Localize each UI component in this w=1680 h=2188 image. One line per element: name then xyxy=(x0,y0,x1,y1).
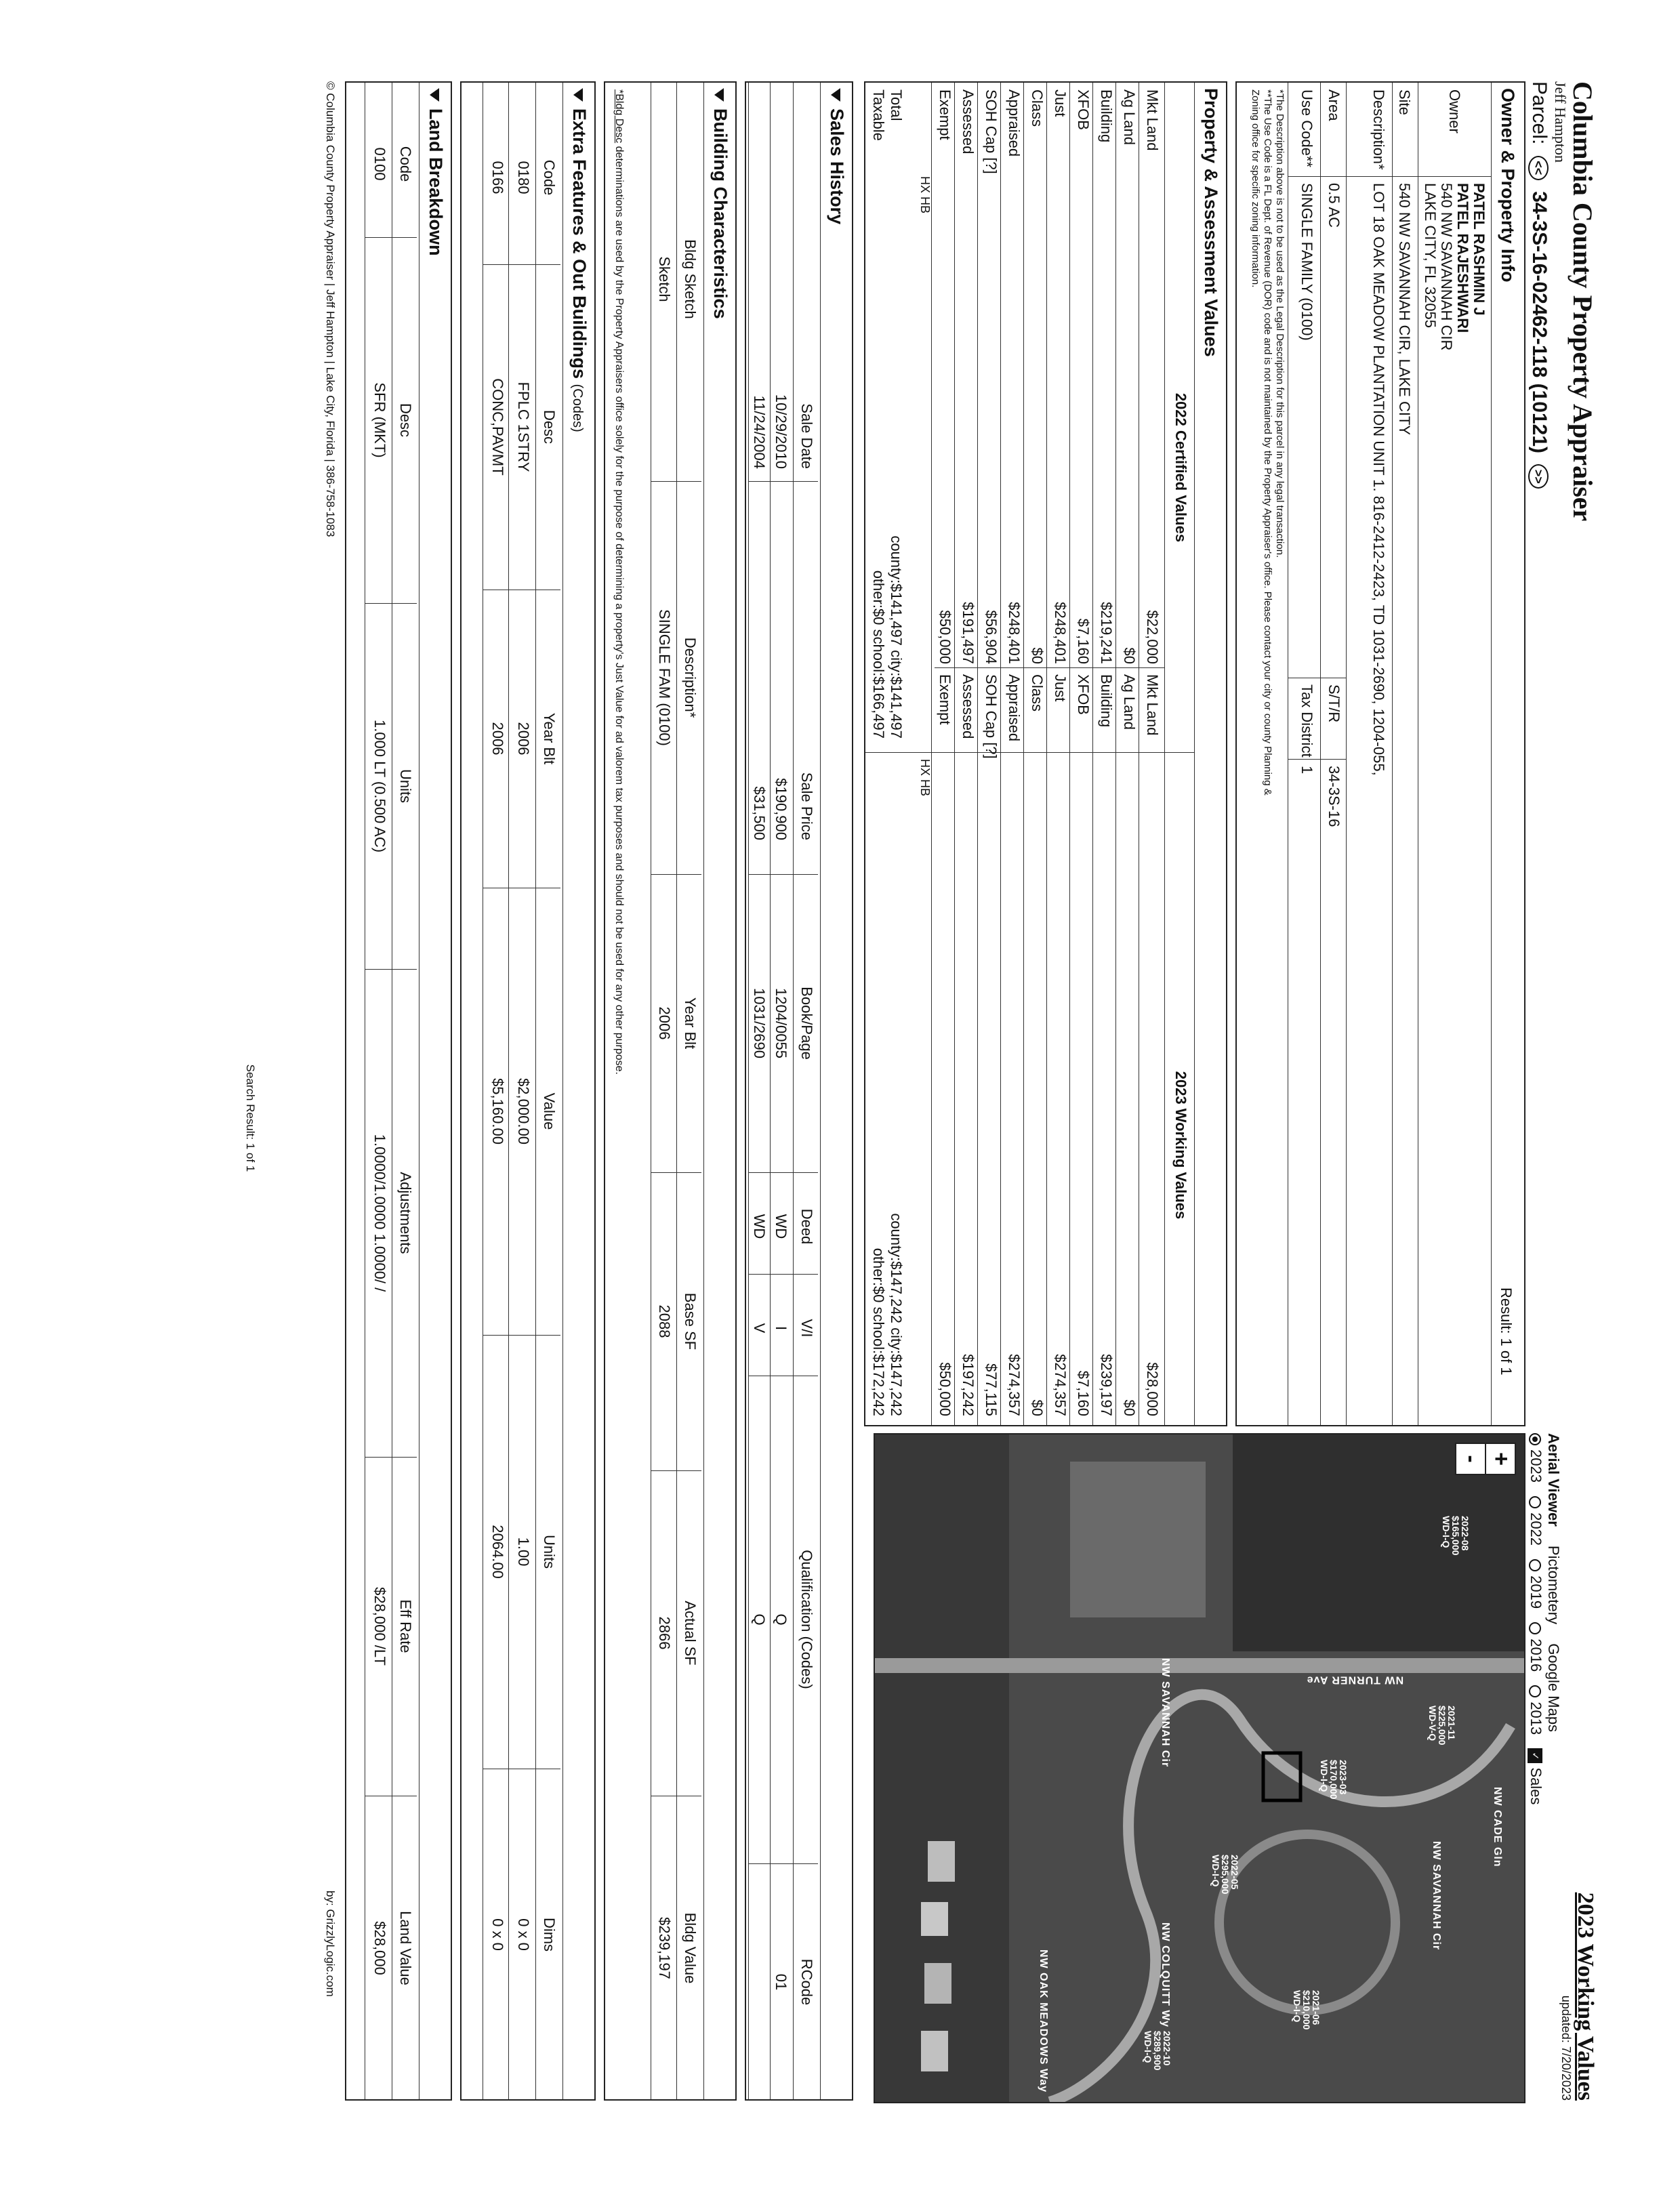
next-parcel-button[interactable]: >> xyxy=(1528,464,1549,489)
sales-cell: $31,500 xyxy=(751,786,768,840)
building-heading: Building Characteristics xyxy=(710,88,731,319)
assessment-row-label-2023: XFOB xyxy=(1075,674,1092,715)
assessment-row-label: Just xyxy=(1052,89,1069,117)
checkbox-checked-icon: ✓ xyxy=(1528,1748,1542,1763)
description-value: LOT 18 OAK MEADOW PLANTATION UNIT 1. 816-2412-2423, TD 1031-2690, 1204-055, xyxy=(1370,183,1387,776)
assessment-2022-value: $56,904 xyxy=(983,610,1000,664)
land-header: Eff Rate xyxy=(397,1599,414,1653)
legal-note-3: Zoning office for specific zoning information. xyxy=(1250,89,1261,288)
building-cell: $239,197 xyxy=(656,1917,673,1979)
extra-cell: 0166 xyxy=(489,161,506,194)
assessment-row-label: Exempt xyxy=(937,89,954,140)
sales-label: Sales xyxy=(1528,1767,1544,1805)
sales-header: Deed xyxy=(798,1208,815,1245)
extra-cell: 1.00 xyxy=(515,1537,532,1567)
land-heading: Land Breakdown xyxy=(425,88,447,256)
taxable-label-2022: Taxable xyxy=(870,89,887,141)
assessment-2023-value: $77,115 xyxy=(983,1363,1000,1416)
page-subtitle: Jeff Hampton xyxy=(1552,81,1569,163)
year-label: 2022 xyxy=(1528,1512,1544,1546)
extra-cell: FPLC 1STRY xyxy=(515,381,532,472)
parcel-line xyxy=(1527,81,1551,494)
rotated-page xyxy=(192,68,1599,2148)
extra-header: Year Blt xyxy=(541,712,558,765)
taxable-2022: other:$0 school:$166,497 xyxy=(870,570,887,739)
street-label: NW SAVANNAH Cir xyxy=(1160,1658,1171,1768)
street-label: NW TURNER Ave xyxy=(1306,1674,1404,1686)
assessment-2022-value: $191,497 xyxy=(960,602,977,664)
building-header: Bldg Sketch xyxy=(682,239,699,319)
owner-line-2: PATEL RAJESHWARI xyxy=(1454,183,1471,333)
assessment-row-label: Building xyxy=(1098,89,1115,143)
assessment-2023-value: $7,160 xyxy=(1075,1370,1092,1416)
zoom-out-button[interactable]: - xyxy=(1455,1443,1486,1475)
sales-heading: Sales History xyxy=(826,88,848,224)
sales-cell: Q xyxy=(751,1613,768,1626)
use-code-label: Use Code** xyxy=(1298,89,1315,167)
radio-icon xyxy=(1529,1496,1541,1508)
assessment-row-label-2023: Ag Land xyxy=(1121,674,1138,730)
sales-header: V/I xyxy=(798,1319,815,1338)
aerial-year-options xyxy=(1527,1433,1544,1804)
area-label: Area xyxy=(1326,89,1343,121)
assessment-row-label-2023: SOH Cap [?] xyxy=(983,674,1000,759)
assessment-2022-value: $0 xyxy=(1121,647,1138,664)
extra-cell: 2006 xyxy=(489,722,506,756)
year-label: 2019 xyxy=(1528,1575,1544,1609)
google-maps-tab[interactable]: Google Maps xyxy=(1545,1643,1562,1733)
extra-features-heading: Extra Features & Out Buildings (Codes) xyxy=(569,88,590,432)
assessment-row-label: XFOB xyxy=(1075,89,1092,130)
radio-icon xyxy=(1529,1685,1541,1697)
assessment-2022-value: $248,401 xyxy=(1052,602,1069,664)
tax-district-value: 1 xyxy=(1298,766,1315,775)
year-label: 2013 xyxy=(1528,1701,1544,1735)
parcel-label: Parcel: xyxy=(1528,81,1551,145)
sales-toggle[interactable] xyxy=(1528,1748,1544,1804)
extra-cell: 2006 xyxy=(515,722,532,756)
working-values-title: 2023 Working Values xyxy=(1573,1892,1598,2101)
building-header: Year Blt xyxy=(682,997,699,1050)
building-cell: SINGLE FAM (0100) xyxy=(656,609,673,746)
building-note: *Bldg Desc determinations are used by the Property Appraisers office solely for the purpose of determining a property's Just Value for ad valorem tax purposes and should not be used for any other purpose. xyxy=(613,89,625,1075)
assessment-2023-value: $50,000 xyxy=(937,1362,954,1416)
extra-cell: 0 x 0 xyxy=(515,1918,532,1951)
sales-header: Sale Price xyxy=(798,772,815,840)
sales-cell: V xyxy=(751,1323,768,1334)
land-cell: 0100 xyxy=(371,147,388,181)
footer-credit[interactable]: by: GrizzlyLogic.com xyxy=(324,1891,337,1997)
land-header: Code xyxy=(397,146,414,182)
sale-tag: 2021-11 $225,000 WD-V-Q xyxy=(1427,1706,1457,1746)
land-cell: SFR (MKT) xyxy=(371,382,388,458)
col-2023-header: 2023 Working Values xyxy=(1172,1071,1189,1220)
land-header: Units xyxy=(397,768,414,804)
year-label: 2016 xyxy=(1528,1638,1544,1672)
assessment-2022-value: $50,000 xyxy=(937,610,954,664)
extra-cell: 2064.00 xyxy=(489,1525,506,1579)
sales-header: RCode xyxy=(798,1958,815,2006)
street-label: NW SAVANNAH Cir xyxy=(1431,1841,1442,1951)
str-value: 34-3S-16 xyxy=(1326,766,1343,827)
parcel-id: 34-3S-16-02462-118 (10121) xyxy=(1528,191,1551,454)
year-2023-option[interactable] xyxy=(1528,1433,1544,1483)
assessment-row-label-2023: Assessed xyxy=(960,674,977,739)
tax-district-label: Tax District xyxy=(1298,684,1315,758)
assessment-2022-value: $0 xyxy=(1029,647,1046,664)
sales-cell: WD xyxy=(751,1214,768,1239)
land-cell: 1.000 LT (0.500 AC) xyxy=(371,719,388,853)
sales-cell: WD xyxy=(773,1214,790,1239)
land-cell: $28,000 xyxy=(371,1921,388,1975)
col-2022-header: 2022 Certified Values xyxy=(1172,392,1189,543)
assessment-2023-value: $274,357 xyxy=(1006,1354,1023,1416)
land-cell: $28,000 /LT xyxy=(371,1587,388,1666)
building-cell: 2866 xyxy=(656,1616,673,1650)
assessment-row-label-2023: Appraised xyxy=(1006,674,1023,742)
sales-cell: 1204/0055 xyxy=(773,988,790,1058)
exempt-code-2023: HX HB xyxy=(918,759,932,797)
result-count: Result: 1 of 1 xyxy=(1498,1287,1515,1376)
collapse-caret-icon[interactable] xyxy=(573,88,583,102)
sales-cell: 01 xyxy=(773,1973,790,1991)
owner-line-1: PATEL RASHMIN J xyxy=(1471,183,1488,316)
assessment-row-label: Mkt Land xyxy=(1144,89,1161,151)
footer-search-result: Search Result: 1 of 1 xyxy=(244,1064,257,1172)
area-value: 0.5 AC xyxy=(1326,183,1343,228)
assessment-row-label-2023: Class xyxy=(1029,674,1046,712)
building-cell: Sketch xyxy=(656,256,673,302)
footer-copyright: © Columbia County Property Appraiser | Jeff Hampton | Lake City, Florida | 386-758-1083 xyxy=(324,81,337,537)
building-header: Bldg Value xyxy=(682,1912,699,1984)
land-cell: 1.0000/1.0000 1.0000/ / xyxy=(371,1134,388,1292)
taxable-2023: other:$0 school:$172,242 xyxy=(870,1247,887,1416)
assessment-row-label: Ag Land xyxy=(1121,89,1138,145)
legal-note-1: *The Description above is not to be used as the Legal Description for this parcel in any legal transaction. xyxy=(1274,89,1286,558)
codes-link[interactable]: (Codes) xyxy=(570,384,585,432)
extra-header: Code xyxy=(541,159,558,196)
radio-icon xyxy=(1529,1622,1541,1634)
extra-header: Desc xyxy=(541,409,558,445)
use-code-value: SINGLE FAMILY (0100) xyxy=(1298,183,1315,341)
land-header: Land Value xyxy=(397,1911,414,1985)
street-label: NW OAK MEADOWS Way xyxy=(1038,1949,1049,2093)
land-header: Desc xyxy=(397,402,414,438)
assessment-2023-value: $239,197 xyxy=(1098,1354,1115,1416)
assessment-2022-value: $22,000 xyxy=(1144,610,1161,664)
owner-line-3: 540 NW SAVANNAH CIR xyxy=(1438,183,1455,351)
assessment-2022-value: $248,401 xyxy=(1006,602,1023,664)
extra-cell: $2,000.00 xyxy=(515,1078,532,1144)
assessment-2022-value: $219,241 xyxy=(1098,602,1115,664)
building-cell: 2088 xyxy=(656,1304,673,1338)
extra-header: Units xyxy=(541,1534,558,1569)
assessment-row-label-2023: Building xyxy=(1098,674,1115,728)
owner-line-4: LAKE CITY, FL 32055 xyxy=(1422,183,1439,329)
assessment-2023-value: $28,000 xyxy=(1144,1362,1161,1416)
building-header: Actual SF xyxy=(682,1601,699,1666)
sale-tag: 2023-03 $170,000 WD-I-Q xyxy=(1319,1760,1349,1800)
aerial-tabs xyxy=(1544,1433,1562,1732)
sales-header: Sale Date xyxy=(798,403,815,469)
extra-cell: 0180 xyxy=(515,161,532,194)
description-label: Description* xyxy=(1370,89,1387,170)
assessment-2023-value: $0 xyxy=(1029,1399,1046,1416)
collapse-caret-icon[interactable] xyxy=(831,88,840,102)
owner-heading: Owner & Property Info xyxy=(1498,88,1518,283)
assessment-heading: Property & Assessment Values xyxy=(1201,88,1221,357)
site-label: Site xyxy=(1396,89,1413,115)
building-header: Description* xyxy=(682,637,699,718)
owner-label: Owner xyxy=(1446,89,1463,133)
assessment-row-label: Appraised xyxy=(1006,89,1023,157)
total-2022: county:$141,497 city:$141,497 xyxy=(888,535,905,739)
site-value: 540 NW SAVANNAH CIR, LAKE CITY xyxy=(1396,183,1413,436)
extra-cell: $5,160.00 xyxy=(489,1078,506,1144)
zoom-in-button[interactable]: + xyxy=(1485,1443,1516,1475)
str-label: S/T/R xyxy=(1326,684,1343,723)
assessment-row-label: SOH Cap [?] xyxy=(983,89,1000,174)
street-label: NW CADE Gln xyxy=(1492,1787,1503,1867)
legal-note-2: **The Use Code is a FL Dept. of Revenue (DOR) code and is not maintained by the Property Appraiser's office. Please contact your city or county Planning & xyxy=(1262,89,1273,796)
assessment-row-label-2023: Mkt Land xyxy=(1144,674,1161,736)
street-label: NW COLQUITT Wy xyxy=(1160,1922,1171,2028)
sales-cell: 11/24/2004 xyxy=(751,395,768,469)
sale-tag: 2021-06 $210,000 WD-I-Q xyxy=(1292,1990,1322,2030)
sales-cell: 10/29/2010 xyxy=(773,394,790,469)
extra-header: Dims xyxy=(541,1917,558,1952)
assessment-2023-value: $197,242 xyxy=(960,1354,977,1416)
total-2023: county:$147,242 city:$147,242 xyxy=(888,1213,905,1416)
sales-cell: $190,900 xyxy=(773,778,790,840)
sales-cell: 1031/2690 xyxy=(751,988,768,1058)
assessment-2023-value: $274,357 xyxy=(1052,1354,1069,1416)
updated-date: updated: 7/20/2023 xyxy=(1559,1995,1573,2101)
assessment-row-label-2023: Exempt xyxy=(937,674,954,725)
sales-header: Book/Page xyxy=(798,987,815,1060)
bldg-desc-link[interactable]: *Bldg Desc xyxy=(613,89,625,144)
radio-selected-icon xyxy=(1529,1433,1541,1445)
aerial-viewer-tab[interactable]: Aerial Viewer xyxy=(1545,1433,1562,1527)
building-header: Base SF xyxy=(682,1292,699,1350)
sales-cell: I xyxy=(773,1325,790,1331)
land-header: Adjustments xyxy=(397,1172,414,1254)
assessment-2022-value: $7,160 xyxy=(1075,618,1092,664)
assessment-row-label: Class xyxy=(1029,89,1046,127)
extra-cell: CONC,PAVMT xyxy=(489,378,506,476)
extra-header: Value xyxy=(541,1092,558,1130)
assessment-row-label: Assessed xyxy=(960,89,977,154)
total-label-2022: Total xyxy=(888,89,905,121)
year-2016-option[interactable] xyxy=(1528,1622,1544,1672)
sale-tag: 2022-05 $295,000 WD-I-Q xyxy=(1210,1855,1240,1895)
year-2013-option[interactable] xyxy=(1528,1685,1544,1735)
year-2019-option[interactable] xyxy=(1528,1559,1544,1609)
sales-header: Qualification (Codes) xyxy=(798,1550,815,1689)
extra-cell: 0 x 0 xyxy=(489,1918,506,1951)
year-label: 2023 xyxy=(1528,1449,1544,1483)
sale-tag: 2022-08 $165,000 WD-I-Q xyxy=(1441,1516,1471,1556)
assessment-row-label-2023: Just xyxy=(1052,674,1069,702)
assessment-2023-value: $0 xyxy=(1121,1399,1138,1416)
exempt-code-2022: HX HB xyxy=(918,176,932,214)
collapse-caret-icon[interactable] xyxy=(714,88,724,102)
year-2022-option[interactable] xyxy=(1528,1496,1544,1546)
building-cell: 2006 xyxy=(656,1006,673,1040)
pictometery-tab[interactable]: Pictometery xyxy=(1545,1545,1562,1625)
sales-cell: Q xyxy=(773,1613,790,1626)
aerial-imagery xyxy=(875,1434,1524,2102)
prev-parcel-button[interactable]: << xyxy=(1528,156,1549,180)
radio-icon xyxy=(1529,1559,1541,1571)
sale-tag: 2022-10 $289,900 WD-I-Q xyxy=(1143,2031,1172,2071)
collapse-caret-icon[interactable] xyxy=(430,88,439,102)
aerial-map[interactable] xyxy=(874,1433,1525,2103)
page-title: Columbia County Property Appraiser xyxy=(1568,81,1598,522)
